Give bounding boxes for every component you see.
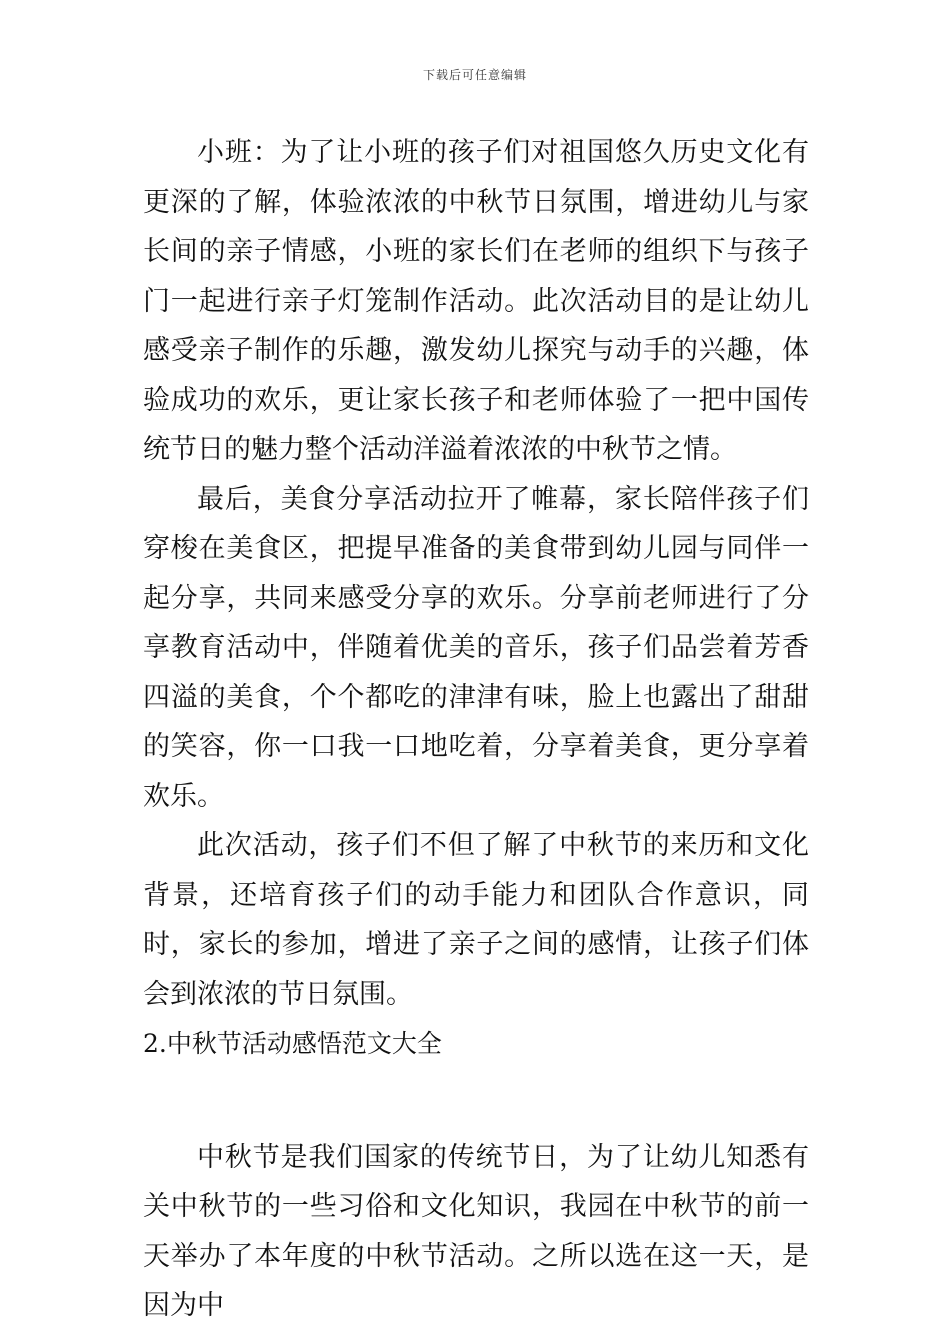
paragraph-food-sharing: 最后，美食分享活动拉开了帷幕，家长陪伴孩子们穿梭在美食区，把提早准备的美食带到幼儿园与同伴一起分享，共同来感受分享的欢乐。分享前老师进行了分享教育活动中，伴随着优美的音乐，孩子们品尝着芳香四溢的美食，个个都吃的津津有味，脸上也露出了甜甜的笑容，你一口我一口地吃着，分享着美食，更分享着欢乐。 (143, 483, 809, 812)
section-heading: 2.中秋节活动感悟范文大全 (143, 1029, 442, 1058)
paragraph-section-intro: 中秋节是我们国家的传统节日，为了让幼儿知悉有关中秋节的一些习俗和文化知识，我园在中秋节的前一天举办了本年度的中秋节活动。之所以选在这一天，是因为中 (143, 1141, 809, 1321)
paragraph-small-class: 小班：为了让小班的孩子们对祖国悠久历史文化有更深的了解，体验浓浓的中秋节日氛围，增进幼儿与家长间的亲子情感，小班的家长们在老师的组织下与孩子门一起进行亲子灯笼制作活动。此次活动目的是让幼儿感受亲子制作的乐趣，激发幼儿探究与动手的兴趣，体验成功的欢乐，更让家长孩子和老师体验了一把中国传统节日的魅力整个活动洋溢着浓浓的中秋节之情。 (143, 137, 809, 465)
section-spacer (143, 1069, 809, 1133)
document-body (143, 128, 809, 1331)
paragraph-activity-summary: 此次活动，孩子们不但了解了中秋节的来历和文化背景，还培育孩子们的动手能力和团队合作意识，同时，家长的参加，增进了亲子之间的感情，让孩子们体会到浓浓的节日氛围。 (143, 830, 809, 1010)
page-header-note: 下载后可任意编辑 (422, 68, 527, 82)
